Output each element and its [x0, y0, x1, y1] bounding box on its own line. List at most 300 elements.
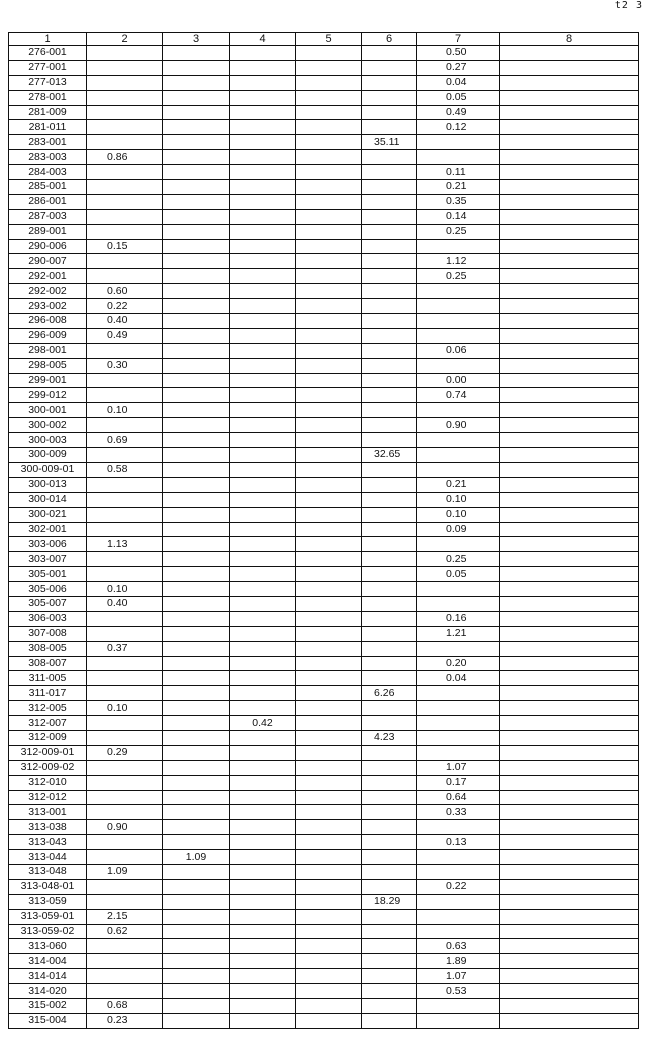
table-row	[9, 284, 639, 299]
value-cell-col-5	[296, 477, 362, 492]
value-cell-col-6	[362, 671, 417, 686]
value-cell-col-6	[362, 314, 417, 329]
value-cell-col-7	[417, 686, 500, 701]
row-code-cell: 313-059	[9, 894, 87, 909]
value-cell-col-4	[230, 239, 296, 254]
table-row	[9, 641, 639, 656]
column-header-4: 4	[230, 33, 296, 46]
table-row	[9, 90, 639, 105]
value-cell-col-7	[417, 894, 500, 909]
value-cell-col-2: 0.58	[87, 462, 163, 477]
value-cell-col-3	[163, 343, 230, 358]
value-cell-col-4	[230, 165, 296, 180]
value-cell-col-4	[230, 969, 296, 984]
value-cell-col-6	[362, 760, 417, 775]
value-cell-col-8	[500, 760, 639, 775]
value-cell-col-8	[500, 805, 639, 820]
value-cell-col-7: 0.27	[417, 60, 500, 75]
table-row	[9, 984, 639, 999]
value-cell-col-3	[163, 805, 230, 820]
value-cell-col-4	[230, 641, 296, 656]
value-cell-col-2	[87, 343, 163, 358]
value-cell-col-8	[500, 284, 639, 299]
value-cell-col-8	[500, 626, 639, 641]
value-cell-col-7	[417, 716, 500, 731]
table-row	[9, 939, 639, 954]
value-cell-col-4	[230, 343, 296, 358]
value-cell-col-4	[230, 194, 296, 209]
value-cell-col-6	[362, 835, 417, 850]
value-cell-col-6: 4.23	[362, 730, 417, 745]
value-cell-col-6: 35.11	[362, 135, 417, 150]
value-cell-col-2	[87, 209, 163, 224]
value-cell-col-3	[163, 150, 230, 165]
value-cell-col-6	[362, 611, 417, 626]
value-cell-col-4	[230, 448, 296, 463]
value-cell-col-6	[362, 552, 417, 567]
value-cell-col-6	[362, 820, 417, 835]
value-cell-col-8	[500, 224, 639, 239]
value-cell-col-5	[296, 403, 362, 418]
value-cell-col-6	[362, 716, 417, 731]
row-code-cell: 283-003	[9, 150, 87, 165]
row-code-cell: 314-020	[9, 984, 87, 999]
value-cell-col-5	[296, 165, 362, 180]
value-cell-col-8	[500, 879, 639, 894]
table-row	[9, 730, 639, 745]
value-cell-col-7: 0.74	[417, 388, 500, 403]
value-cell-col-2	[87, 180, 163, 195]
value-cell-col-3	[163, 105, 230, 120]
value-cell-col-8	[500, 730, 639, 745]
value-cell-col-4	[230, 373, 296, 388]
value-cell-col-7: 0.05	[417, 90, 500, 105]
value-cell-col-7: 0.25	[417, 269, 500, 284]
table-row	[9, 626, 639, 641]
value-cell-col-8	[500, 492, 639, 507]
value-cell-col-2	[87, 269, 163, 284]
value-cell-col-7	[417, 999, 500, 1014]
table-row	[9, 60, 639, 75]
value-cell-col-5	[296, 239, 362, 254]
value-cell-col-7: 0.10	[417, 492, 500, 507]
value-cell-col-2: 0.68	[87, 999, 163, 1014]
value-cell-col-6	[362, 418, 417, 433]
value-cell-col-4	[230, 477, 296, 492]
value-cell-col-5	[296, 448, 362, 463]
table-row	[9, 596, 639, 611]
value-cell-col-4	[230, 760, 296, 775]
value-cell-col-4	[230, 433, 296, 448]
value-cell-col-3	[163, 90, 230, 105]
value-cell-col-5	[296, 686, 362, 701]
value-cell-col-7: 0.25	[417, 552, 500, 567]
value-cell-col-8	[500, 165, 639, 180]
value-cell-col-2	[87, 790, 163, 805]
table-row	[9, 701, 639, 716]
value-cell-col-5	[296, 954, 362, 969]
table-row	[9, 224, 639, 239]
value-cell-col-3	[163, 135, 230, 150]
row-code-cell: 300-009	[9, 448, 87, 463]
value-cell-col-5	[296, 150, 362, 165]
row-code-cell: 300-001	[9, 403, 87, 418]
value-cell-col-5	[296, 760, 362, 775]
value-cell-col-3	[163, 477, 230, 492]
value-cell-col-3	[163, 537, 230, 552]
value-cell-col-3	[163, 224, 230, 239]
value-cell-col-5	[296, 894, 362, 909]
table-row	[9, 850, 639, 865]
value-cell-col-6	[362, 999, 417, 1014]
row-code-cell: 305-006	[9, 582, 87, 597]
value-cell-col-2	[87, 805, 163, 820]
row-code-cell: 312-009-01	[9, 745, 87, 760]
value-cell-col-2: 0.10	[87, 701, 163, 716]
value-cell-col-7: 0.63	[417, 939, 500, 954]
row-code-cell: 307-008	[9, 626, 87, 641]
row-code-cell: 290-007	[9, 254, 87, 269]
value-cell-col-4	[230, 209, 296, 224]
value-cell-col-4	[230, 775, 296, 790]
table-row	[9, 462, 639, 477]
value-cell-col-3	[163, 969, 230, 984]
value-cell-col-2: 0.30	[87, 358, 163, 373]
value-cell-col-4	[230, 418, 296, 433]
value-cell-col-2	[87, 656, 163, 671]
value-cell-col-6	[362, 924, 417, 939]
value-cell-col-8	[500, 418, 639, 433]
row-code-cell: 303-006	[9, 537, 87, 552]
value-cell-col-3	[163, 448, 230, 463]
value-cell-col-6	[362, 864, 417, 879]
value-cell-col-2	[87, 224, 163, 239]
value-cell-col-4	[230, 596, 296, 611]
value-cell-col-4	[230, 75, 296, 90]
column-header-5: 5	[296, 33, 362, 46]
table-row	[9, 314, 639, 329]
value-cell-col-3	[163, 75, 230, 90]
value-cell-col-2	[87, 939, 163, 954]
value-cell-col-3	[163, 403, 230, 418]
value-cell-col-8	[500, 596, 639, 611]
value-cell-col-7: 0.11	[417, 165, 500, 180]
value-cell-col-6	[362, 1013, 417, 1028]
value-cell-col-3	[163, 388, 230, 403]
value-cell-col-4	[230, 269, 296, 284]
table-row	[9, 120, 639, 135]
row-code-cell: 302-001	[9, 522, 87, 537]
value-cell-col-8	[500, 656, 639, 671]
value-cell-col-7	[417, 403, 500, 418]
row-code-cell: 277-013	[9, 75, 87, 90]
value-cell-col-4	[230, 254, 296, 269]
value-cell-col-6	[362, 537, 417, 552]
value-cell-col-2	[87, 194, 163, 209]
value-cell-col-3	[163, 701, 230, 716]
table-row	[9, 775, 639, 790]
value-cell-col-4	[230, 864, 296, 879]
value-cell-col-3	[163, 835, 230, 850]
value-cell-col-8	[500, 120, 639, 135]
value-cell-col-5	[296, 820, 362, 835]
table-row	[9, 611, 639, 626]
value-cell-col-3	[163, 209, 230, 224]
value-cell-col-7	[417, 864, 500, 879]
value-cell-col-5	[296, 120, 362, 135]
value-cell-col-2	[87, 969, 163, 984]
table-row	[9, 135, 639, 150]
value-cell-col-6	[362, 626, 417, 641]
value-cell-col-7: 0.17	[417, 775, 500, 790]
value-cell-col-7	[417, 641, 500, 656]
value-cell-col-2	[87, 492, 163, 507]
row-code-cell: 303-007	[9, 552, 87, 567]
value-cell-col-5	[296, 835, 362, 850]
value-cell-col-6	[362, 254, 417, 269]
row-code-cell: 313-043	[9, 835, 87, 850]
row-code-cell: 300-013	[9, 477, 87, 492]
value-cell-col-2	[87, 760, 163, 775]
value-cell-col-3	[163, 507, 230, 522]
table-row	[9, 969, 639, 984]
value-cell-col-6	[362, 701, 417, 716]
value-cell-col-8	[500, 507, 639, 522]
value-cell-col-3	[163, 745, 230, 760]
value-cell-col-2	[87, 418, 163, 433]
value-cell-col-7: 0.04	[417, 671, 500, 686]
value-cell-col-8	[500, 477, 639, 492]
value-cell-col-6	[362, 239, 417, 254]
row-code-cell: 278-001	[9, 90, 87, 105]
value-cell-col-6	[362, 596, 417, 611]
value-cell-col-3	[163, 879, 230, 894]
value-cell-col-2	[87, 626, 163, 641]
value-cell-col-7	[417, 284, 500, 299]
table-row	[9, 835, 639, 850]
value-cell-col-4	[230, 894, 296, 909]
value-cell-col-2: 0.22	[87, 299, 163, 314]
value-cell-col-6	[362, 954, 417, 969]
value-cell-col-8	[500, 537, 639, 552]
row-code-cell: 281-011	[9, 120, 87, 135]
value-cell-col-8	[500, 924, 639, 939]
value-cell-col-8	[500, 60, 639, 75]
value-cell-col-5	[296, 879, 362, 894]
row-code-cell: 296-009	[9, 328, 87, 343]
column-header-1: 1	[9, 33, 87, 46]
value-cell-col-4	[230, 671, 296, 686]
value-cell-col-3	[163, 46, 230, 61]
value-cell-col-3	[163, 820, 230, 835]
value-cell-col-4	[230, 90, 296, 105]
value-cell-col-2	[87, 165, 163, 180]
value-cell-col-4	[230, 745, 296, 760]
row-code-cell: 298-005	[9, 358, 87, 373]
value-cell-col-3	[163, 894, 230, 909]
row-code-cell: 292-001	[9, 269, 87, 284]
value-cell-col-2	[87, 75, 163, 90]
value-cell-col-2	[87, 448, 163, 463]
row-code-cell: 314-014	[9, 969, 87, 984]
value-cell-col-6	[362, 969, 417, 984]
value-cell-col-5	[296, 388, 362, 403]
row-code-cell: 313-038	[9, 820, 87, 835]
value-cell-col-6	[362, 790, 417, 805]
value-cell-col-3	[163, 626, 230, 641]
value-cell-col-5	[296, 790, 362, 805]
value-cell-col-4	[230, 805, 296, 820]
value-cell-col-4	[230, 328, 296, 343]
row-code-cell: 299-012	[9, 388, 87, 403]
value-cell-col-3	[163, 433, 230, 448]
value-cell-col-2: 0.37	[87, 641, 163, 656]
value-cell-col-6	[362, 567, 417, 582]
value-cell-col-2: 0.10	[87, 403, 163, 418]
value-cell-col-4	[230, 46, 296, 61]
value-cell-col-3	[163, 60, 230, 75]
value-cell-col-2	[87, 611, 163, 626]
value-cell-col-8	[500, 716, 639, 731]
value-cell-col-7	[417, 537, 500, 552]
value-cell-col-5	[296, 75, 362, 90]
row-code-cell: 312-012	[9, 790, 87, 805]
value-cell-col-2: 0.62	[87, 924, 163, 939]
value-cell-col-2	[87, 477, 163, 492]
value-cell-col-6	[362, 224, 417, 239]
value-cell-col-3	[163, 775, 230, 790]
value-cell-col-2	[87, 373, 163, 388]
row-code-cell: 313-059-02	[9, 924, 87, 939]
table-row	[9, 805, 639, 820]
value-cell-col-8	[500, 299, 639, 314]
value-cell-col-2	[87, 46, 163, 61]
value-cell-col-8	[500, 671, 639, 686]
value-cell-col-5	[296, 209, 362, 224]
value-cell-col-2	[87, 254, 163, 269]
value-cell-col-3	[163, 671, 230, 686]
row-code-cell: 287-003	[9, 209, 87, 224]
value-cell-col-7: 0.21	[417, 477, 500, 492]
table-row	[9, 999, 639, 1014]
row-code-cell: 313-048-01	[9, 879, 87, 894]
value-cell-col-6	[362, 60, 417, 75]
row-code-cell: 311-017	[9, 686, 87, 701]
value-cell-col-4	[230, 984, 296, 999]
row-code-cell: 298-001	[9, 343, 87, 358]
value-cell-col-6	[362, 358, 417, 373]
table-row	[9, 373, 639, 388]
value-cell-col-5	[296, 462, 362, 477]
value-cell-col-4	[230, 135, 296, 150]
value-cell-col-8	[500, 552, 639, 567]
value-cell-col-3	[163, 716, 230, 731]
value-cell-col-5	[296, 254, 362, 269]
value-cell-col-6	[362, 269, 417, 284]
value-cell-col-6	[362, 75, 417, 90]
value-cell-col-4	[230, 626, 296, 641]
value-cell-col-2	[87, 507, 163, 522]
value-cell-col-6: 6.26	[362, 686, 417, 701]
value-cell-col-5	[296, 730, 362, 745]
value-cell-col-7	[417, 358, 500, 373]
value-cell-col-8	[500, 745, 639, 760]
value-cell-col-7: 0.05	[417, 567, 500, 582]
row-code-cell: 281-009	[9, 105, 87, 120]
value-cell-col-5	[296, 850, 362, 865]
table-row	[9, 358, 639, 373]
value-cell-col-8	[500, 775, 639, 790]
value-cell-col-8	[500, 239, 639, 254]
value-cell-col-7	[417, 314, 500, 329]
value-cell-col-7: 1.89	[417, 954, 500, 969]
value-cell-col-5	[296, 224, 362, 239]
value-cell-col-8	[500, 939, 639, 954]
value-cell-col-3	[163, 120, 230, 135]
value-cell-col-3	[163, 284, 230, 299]
value-cell-col-7	[417, 299, 500, 314]
value-cell-col-5	[296, 433, 362, 448]
row-code-cell: 315-002	[9, 999, 87, 1014]
value-cell-col-4	[230, 730, 296, 745]
table-row	[9, 165, 639, 180]
table-row	[9, 671, 639, 686]
value-cell-col-5	[296, 284, 362, 299]
value-cell-col-4: 0.42	[230, 716, 296, 731]
value-cell-col-4	[230, 507, 296, 522]
table-row	[9, 894, 639, 909]
value-cell-col-2	[87, 835, 163, 850]
value-cell-col-8	[500, 75, 639, 90]
value-cell-col-4	[230, 954, 296, 969]
row-code-cell: 305-001	[9, 567, 87, 582]
table-row	[9, 552, 639, 567]
value-cell-col-3	[163, 239, 230, 254]
table-row	[9, 522, 639, 537]
value-cell-col-8	[500, 909, 639, 924]
value-cell-col-3	[163, 864, 230, 879]
value-cell-col-5	[296, 343, 362, 358]
value-cell-col-6	[362, 641, 417, 656]
value-cell-col-2: 1.09	[87, 864, 163, 879]
row-code-cell: 283-001	[9, 135, 87, 150]
value-cell-col-7: 0.33	[417, 805, 500, 820]
value-cell-col-3	[163, 984, 230, 999]
value-cell-col-5	[296, 611, 362, 626]
value-cell-col-4	[230, 462, 296, 477]
table-row	[9, 909, 639, 924]
value-cell-col-5	[296, 90, 362, 105]
table-row	[9, 239, 639, 254]
value-cell-col-6	[362, 328, 417, 343]
table-row	[9, 1013, 639, 1028]
value-cell-col-5	[296, 582, 362, 597]
value-cell-col-6	[362, 939, 417, 954]
row-code-cell: 296-008	[9, 314, 87, 329]
value-cell-col-5	[296, 328, 362, 343]
value-cell-col-5	[296, 596, 362, 611]
value-cell-col-8	[500, 894, 639, 909]
value-cell-col-5	[296, 775, 362, 790]
row-code-cell: 308-007	[9, 656, 87, 671]
value-cell-col-6: 32.65	[362, 448, 417, 463]
column-header-7: 7	[417, 33, 500, 46]
value-cell-col-4	[230, 492, 296, 507]
table-row	[9, 760, 639, 775]
table-row	[9, 328, 639, 343]
value-cell-col-8	[500, 864, 639, 879]
value-cell-col-5	[296, 507, 362, 522]
